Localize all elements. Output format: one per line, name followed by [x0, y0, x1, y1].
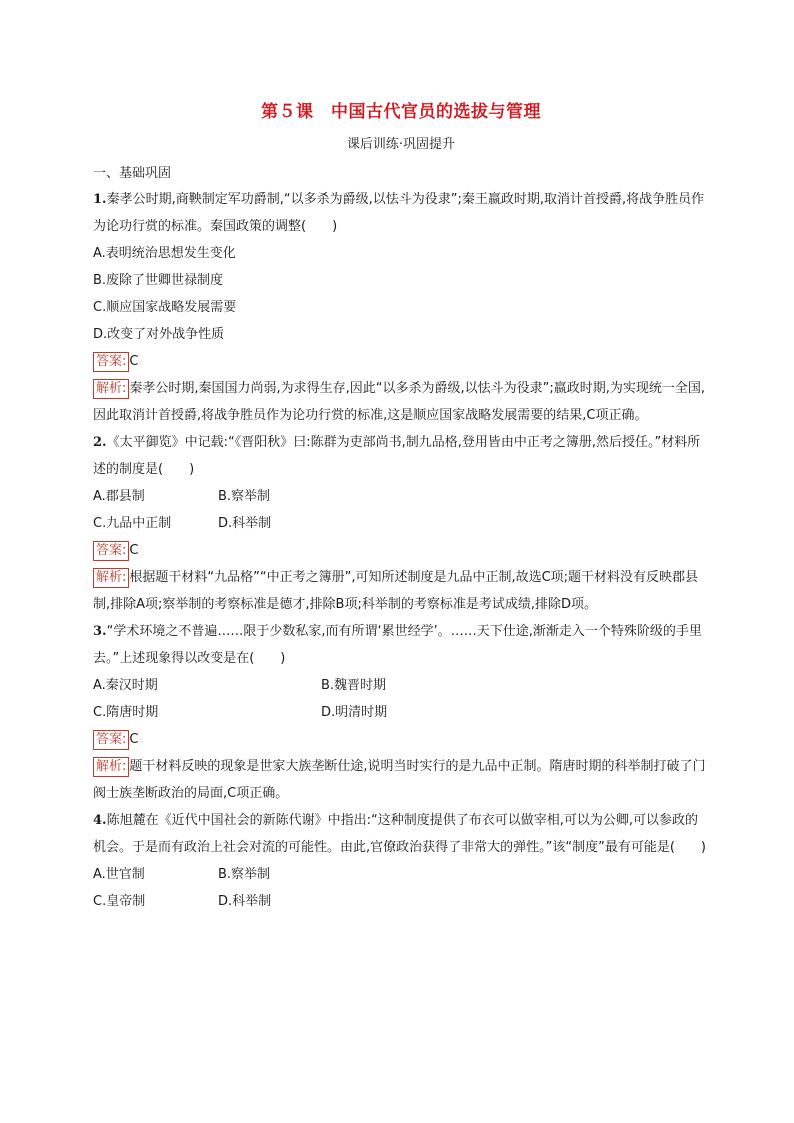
option-d: D.科举制 [218, 894, 272, 909]
option-a: A.郡县制 [93, 489, 145, 504]
question-stem: “学术环境之不普遍……限于少数私家,而有所谓‘累世经学’。……天下仕途,渐渐走入一个特殊阶级的手里去。”上述现象得以改变是在( ) [93, 624, 702, 666]
option-c: C.顺应国家战略发展需要 [93, 300, 237, 315]
question-4 [93, 807, 709, 915]
question-stem: 陈旭麓在《近代中国社会的新陈代谢》中指出:“这种制度提供了布衣可以做宰相,可以为公卿,可以参政的机会。于是而有政治上社会对流的可能性。由此,官僚政治获得了非常大的弹性。”该“制度”最有可能是( ) [93, 813, 706, 855]
question-number: 2. [93, 435, 107, 450]
page-title: 第５课 中国古代官员的选拔与管理 [261, 102, 541, 122]
answer-tag: 答案: [93, 352, 129, 372]
option-d: D.明清时期 [321, 705, 388, 720]
explanation-tag: 解析: [93, 379, 129, 399]
question-3 [93, 618, 709, 807]
option-a: A.表明统治思想发生变化 [93, 246, 236, 261]
question-stem: 《太平御览》中记载:“《晋阳秋》曰:陈群为吏部尚书,制九品格,登用皆由中正考之簿册,然后授任。”材料所述的制度是( ) [93, 435, 701, 477]
explanation-text: 题干材料反映的现象是世家大族垄断仕途,说明当时实行的是九品中正制。隋唐时期的科举制打破了门阀士族垄断政治的局面,C项正确。 [93, 759, 706, 801]
section-heading: 一、基础巩固 [93, 166, 172, 181]
option-b: B.察举制 [218, 867, 271, 882]
answer-value: C [129, 732, 139, 747]
question-2 [93, 429, 709, 618]
option-row [93, 483, 709, 510]
option-a: A.世官制 [93, 867, 145, 882]
option-row [93, 510, 709, 537]
option-b: B.废除了世卿世禄制度 [93, 273, 224, 288]
option-d: D.科举制 [218, 516, 272, 531]
question-list [93, 186, 709, 915]
question-number: 4. [93, 813, 107, 828]
explanation-line [93, 375, 709, 429]
option-d: D.改变了对外战争性质 [93, 327, 225, 342]
explanation-text: 根据题干材料“九品格”“中正考之簿册”,可知所述制度是九品中正制,故选C项;题干材料没有反映郡县制,排除A项;察举制的考察标准是德才,排除B项;科举制的考察标准是考试成绩,排除D项。 [93, 570, 699, 612]
page-subtitle: 课后训练·巩固提升 [346, 137, 456, 152]
answer-line [93, 348, 709, 375]
option-row [93, 861, 709, 888]
option-a: A.秦汉时期 [93, 678, 158, 693]
option-b: B.察举制 [218, 489, 271, 504]
question-number: 1. [93, 192, 107, 207]
answer-value: C [129, 354, 139, 369]
explanation-tag: 解析: [93, 568, 129, 588]
option-c: C.皇帝制 [93, 894, 146, 909]
question-stem: 秦孝公时期,商鞅制定军功爵制,“以多杀为爵级,以怯斗为役隶”;秦王嬴政时期,取消计首授爵,将战争胜员作为论功行赏的标准。秦国政策的调整( ) [93, 192, 705, 234]
answer-line [93, 726, 709, 753]
answer-tag: 答案: [93, 541, 129, 561]
explanation-line [93, 753, 709, 807]
option-row [93, 699, 709, 726]
explanation-line [93, 564, 709, 618]
option-c: C.隋唐时期 [93, 705, 159, 720]
option-b: B.魏晋时期 [321, 678, 387, 693]
question-1 [93, 186, 709, 429]
option-row [93, 888, 709, 915]
option-row [93, 672, 709, 699]
answer-line [93, 537, 709, 564]
answer-value: C [129, 543, 139, 558]
answer-tag: 答案: [93, 730, 129, 750]
question-number: 3. [93, 624, 107, 639]
explanation-tag: 解析: [93, 757, 129, 777]
explanation-text: 秦孝公时期,秦国国力尚弱,为求得生存,因此“以多杀为爵级,以怯斗为役隶”;嬴政时期,为实现统一全国,因此取消计首授爵,将战争胜员作为论功行赏的标准,这是顺应国家战略发展需要的结果,C项正确。 [93, 381, 706, 423]
option-c: C.九品中正制 [93, 516, 172, 531]
